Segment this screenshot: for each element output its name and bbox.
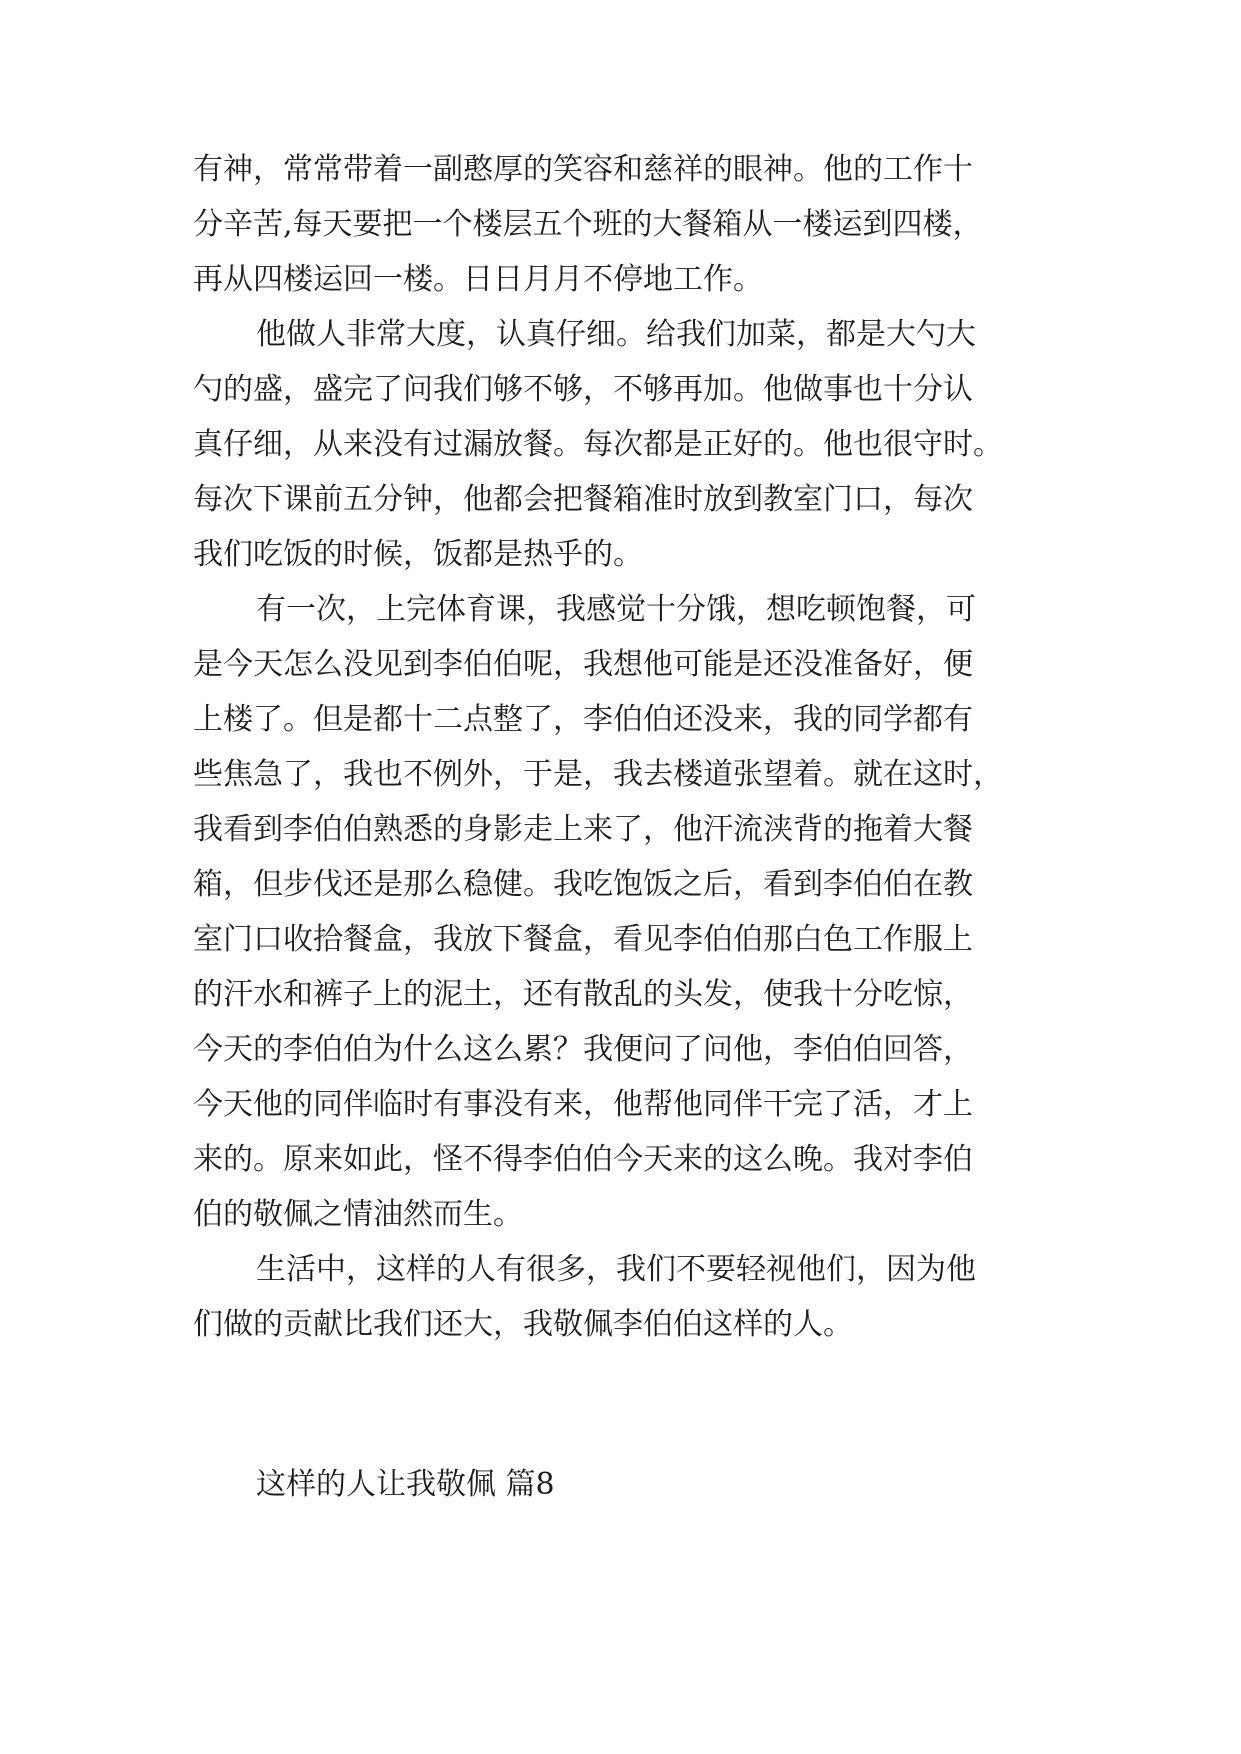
text-line: 是今天怎么没见到李伯伯呢，我想他可能是还没准备好，便 [193,647,973,682]
text-line: 每次下课前五分钟，他都会把餐箱准时放到教室门口，每次 [193,482,973,517]
section-heading: 这样的人让我敬佩 篇8 [256,1467,555,1502]
text-line: 上楼了。但是都十二点整了，李伯伯还没来，我的同学都有 [193,702,973,737]
text-line: 些焦急了，我也不例外，于是，我去楼道张望着。就在这时， [193,757,1003,792]
text-line: 箱，但步伐还是那么稳健。我吃饱饭之后，看到李伯伯在教 [193,867,973,902]
text-line: 今天的李伯伯为什么这么累？我便问了问他，李伯伯回答， [193,1032,973,1067]
text-line: 生活中，这样的人有很多，我们不要轻视他们，因为他 [256,1252,976,1287]
text-line: 来的。原来如此，怪不得李伯伯今天来的这么晚。我对李伯 [193,1142,973,1177]
text-line: 勺的盛，盛完了问我们够不够，不够再加。他做事也十分认 [193,372,973,407]
text-line: 我们吃饭的时候，饭都是热乎的。 [193,537,643,572]
text-line: 他做人非常大度，认真仔细。给我们加菜，都是大勺大 [256,317,976,352]
text-line: 分辛苦,每天要把一个楼层五个班的大餐箱从一楼运到四楼， [193,207,983,242]
text-line: 的汗水和裤子上的泥土，还有散乱的头发，使我十分吃惊， [193,977,973,1012]
text-line: 有神，常常带着一副憨厚的笑容和慈祥的眼神。他的工作十 [193,152,973,187]
text-line: 室门口收拾餐盒，我放下餐盒，看见李伯伯那白色工作服上 [193,922,973,957]
text-line: 我看到李伯伯熟悉的身影走上来了，他汗流浃背的拖着大餐 [193,812,973,847]
text-line: 今天他的同伴临时有事没有来，他帮他同伴干完了活，才上 [193,1087,973,1122]
text-line: 再从四楼运回一楼。日日月月不停地工作。 [193,262,763,297]
text-line: 们做的贡献比我们还大，我敬佩李伯伯这样的人。 [193,1307,853,1342]
text-line: 有一次，上完体育课，我感觉十分饿，想吃顿饱餐，可 [256,592,976,627]
text-line: 真仔细，从来没有过漏放餐。每次都是正好的。他也很守时。 [193,427,1003,462]
text-line: 伯的敬佩之情油然而生。 [193,1197,523,1232]
